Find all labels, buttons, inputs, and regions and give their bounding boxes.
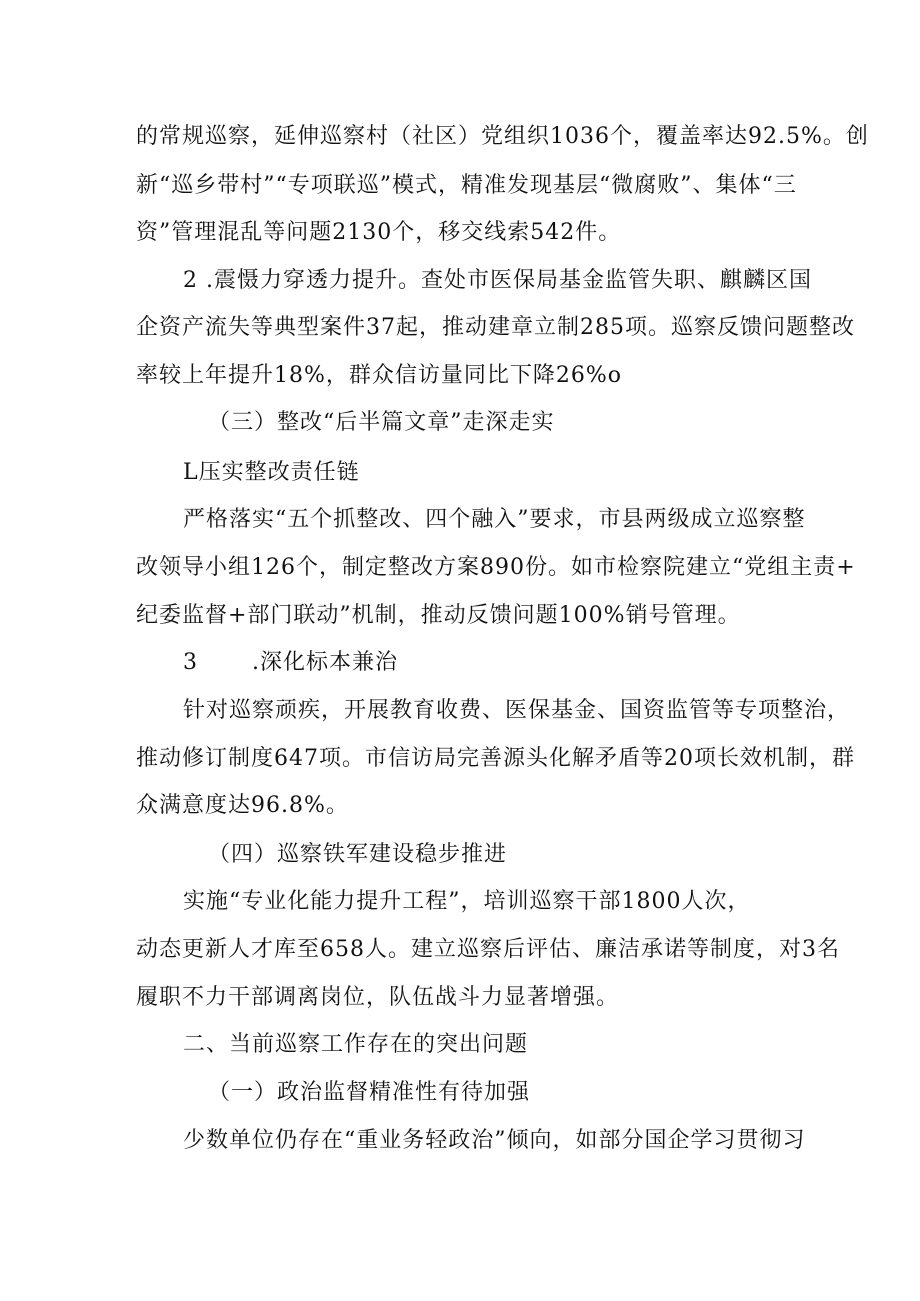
paragraph-line: 企资产流失等典型案件37起，推动建章立制285项。巡察反馈问题整改 — [136, 315, 855, 340]
paragraph-line: 纪委监督+部门联动”机制，推动反馈问题100%销号管理。 — [136, 603, 741, 628]
paragraph-line: 改领导小组126个，制定整改方案890份。如市检察院建立“党组主责+ — [136, 555, 856, 580]
paragraph-line: 动态更新人才库至658人。建立巡察后评估、廉洁承诺等制度，对3名 — [136, 937, 840, 962]
paragraph-line: 率较上年提升18%，群众信访量同比下降26%o — [136, 363, 623, 388]
paragraph-line: 新“巡乡带村”“专项联巡”模式，精准发现基层“微腐败”、集体“三 — [136, 173, 797, 198]
section-heading: （四）巡察铁军建设稳步推进 — [208, 842, 508, 867]
paragraph-line: 严格落实“五个抓整改、四个融入”要求，市县两级成立巡察整 — [183, 507, 806, 532]
paragraph-line: 少数单位仍存在“重业务轻政治”倾向，如部分国企学习贯彻习 — [183, 1128, 806, 1153]
subsection-heading: L压实整改责任链 — [183, 460, 360, 485]
paragraph-line: 的常规巡察，延伸巡察村（社区）党组织1036个，覆盖率达92.5%。创 — [136, 124, 869, 149]
section-heading: （三）整改“后半篇文章”走深走实 — [208, 410, 555, 435]
paragraph-line: 2 .震慑力穿透力提升。查处市医保局基金监管失职、麒麟区国 — [183, 268, 812, 293]
paragraph-line: 履职不力干部调离岗位，队伍战斗力显著增强。 — [136, 985, 620, 1010]
subsection-heading: 3 .深化标本兼治 — [183, 650, 398, 675]
paragraph-line: 推动修订制度647项。市信访局完善源头化解矛盾等20项长效机制，群 — [136, 746, 855, 771]
paragraph-line: 资”管理混乱等问题2130个，移交线索542件。 — [136, 220, 622, 245]
paragraph-line: 实施“专业化能力提升工程”，培训巡察干部1800人次， — [183, 889, 751, 914]
section-heading: （一）政治监督精准性有待加强 — [208, 1080, 531, 1105]
paragraph-line: 众满意度达96.8%。 — [136, 793, 349, 818]
chapter-heading: 二、当前巡察工作存在的突出问题 — [183, 1032, 529, 1057]
paragraph-line: 针对巡察顽疾，开展教育收费、医保基金、国资监管等专项整治， — [183, 698, 851, 723]
